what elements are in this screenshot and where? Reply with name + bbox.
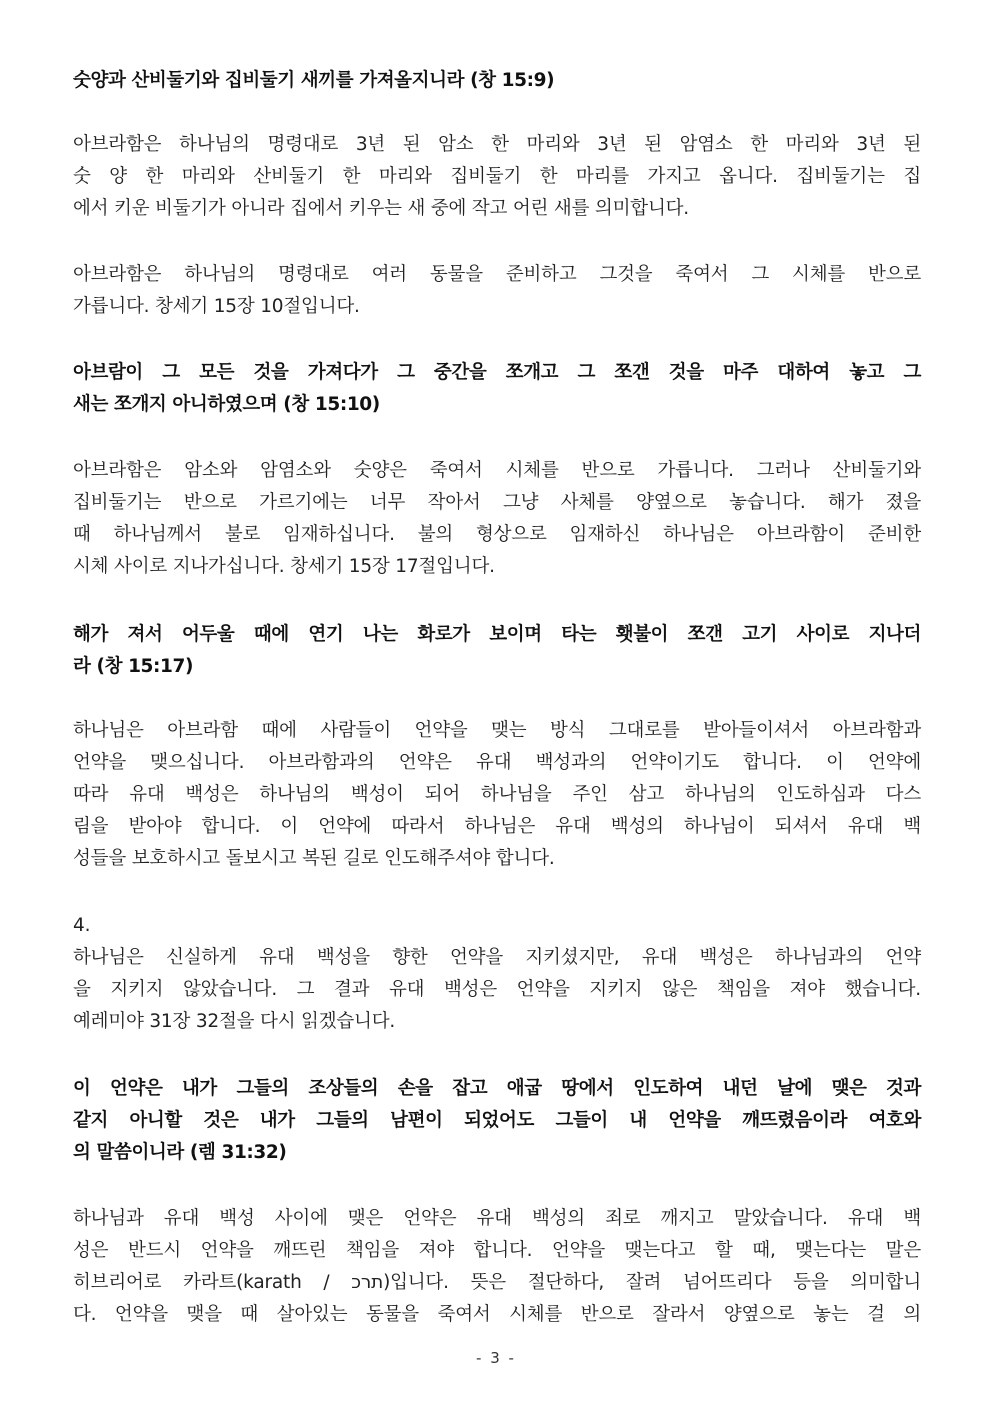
text-line: 시체 사이로 지나가십니다. 창세기 15장 17절입니다. <box>73 556 495 577</box>
text-line: 예레미야 31장 32절을 다시 읽겠습니다. <box>73 1011 396 1032</box>
body-paragraph <box>73 910 921 1038</box>
text-line: 새는 쪼개지 아니하였으며 (창 15:10) <box>73 394 380 415</box>
text-line: 하나님은 아브라함 때에 사람들이 언약을 맺는 방식 그대로를 받아들이셔서 아브라함과 <box>73 720 921 741</box>
text-line: 을 지키지 않았습니다. 그 결과 유대 백성은 언약을 지키지 않은 책임을 져야 했습니다. <box>73 979 921 1000</box>
text-line: 의 말씀이니라 (렘 31:32) <box>73 1142 287 1163</box>
text-line: 이 언약은 내가 그들의 조상들의 손을 잡고 애굽 땅에서 인도하여 내던 날에 맺은 것과 <box>73 1078 921 1099</box>
text-line: 성은 반드시 언약을 깨뜨린 책임을 져야 합니다. 언약을 맺는다고 할 때, 맺는다는 말은 <box>73 1240 921 1261</box>
text-line: 아브라함은 암소와 암염소와 숫양은 죽여서 시체를 반으로 가릅니다. 그러나 산비둘기와 <box>73 460 921 481</box>
scripture-quote <box>73 619 921 683</box>
text-line: 같지 아니할 것은 내가 그들의 남편이 되었어도 그들이 내 언약을 깨뜨렸음이라 여호와 <box>73 1110 921 1131</box>
scripture-quote <box>73 357 921 421</box>
body-paragraph <box>73 715 921 875</box>
text-line: 성들을 보호하시고 돌보시고 복된 길로 인도해주셔야 합니다. <box>73 848 555 869</box>
text-line: 하나님은 신실하게 유대 백성을 향한 언약을 지키셨지만, 유대 백성은 하나님과의 언약 <box>73 947 921 968</box>
text-line: 4. <box>73 915 91 936</box>
page-number: - 3 - <box>476 1349 516 1367</box>
text-line: 가릅니다. 창세기 15장 10절입니다. <box>73 296 360 317</box>
text-line: 히브리어로 카라트(karath / תרכ)입니다. 뜻은 절단하다, 잘려 넘어뜨리다 등을 의미합니 <box>73 1272 921 1293</box>
scripture-quote <box>73 1073 921 1169</box>
body-paragraph <box>73 129 921 225</box>
scripture-quote <box>73 65 921 97</box>
text-line: 아브람이 그 모든 것을 가져다가 그 중간을 쪼개고 그 쪼갠 것을 마주 대하여 놓고 그 <box>73 362 921 383</box>
text-line: 하나님과 유대 백성 사이에 맺은 언약은 유대 백성의 죄로 깨지고 말았습니다. 유대 백 <box>73 1208 921 1229</box>
text-line: 다. 언약을 맺을 때 살아있는 동물을 죽여서 시체를 반으로 잘라서 양옆으로 놓는 걸 의 <box>73 1304 921 1325</box>
body-paragraph <box>73 455 921 583</box>
text-line: 때 하나님께서 불로 임재하십니다. 불의 형상으로 임재하신 하나님은 아브라함이 준비한 <box>73 524 921 545</box>
text-line: 숫양과 산비둘기와 집비둘기 새끼를 가져올지니라 (창 15:9) <box>73 70 555 91</box>
text-line: 에서 키운 비둘기가 아니라 집에서 키우는 새 중에 작고 어린 새를 의미합니다. <box>73 198 689 219</box>
body-paragraph <box>73 1203 921 1331</box>
text-line: 라 (창 15:17) <box>73 656 194 677</box>
body-paragraph <box>73 259 921 323</box>
text-line: 아브라함은 하나님의 명령대로 여러 동물을 준비하고 그것을 죽여서 그 시체를 반으로 <box>73 264 921 285</box>
text-line: 해가 져서 어두울 때에 연기 나는 화로가 보이며 타는 횃불이 쪼갠 고기 사이로 지나더 <box>73 624 921 645</box>
text-line: 아브라함은 하나님의 명령대로 3년 된 암소 한 마리와 3년 된 암염소 한 마리와 3년 된 <box>73 134 921 155</box>
text-line: 림을 받아야 합니다. 이 언약에 따라서 하나님은 유대 백성의 하나님이 되셔서 유대 백 <box>73 816 921 837</box>
text-line: 집비둘기는 반으로 가르기에는 너무 작아서 그냥 사체를 양옆으로 놓습니다. 해가 졌을 <box>73 492 921 513</box>
text-line: 숫 양 한 마리와 산비둘기 한 마리와 집비둘기 한 마리를 가지고 옵니다. 집비둘기는 집 <box>73 166 921 187</box>
text-line: 따라 유대 백성은 하나님의 백성이 되어 하나님을 주인 삼고 하나님의 인도하심과 다스 <box>73 784 921 805</box>
text-line: 언약을 맺으십니다. 아브라함과의 언약은 유대 백성과의 언약이기도 합니다. 이 언약에 <box>73 752 921 773</box>
